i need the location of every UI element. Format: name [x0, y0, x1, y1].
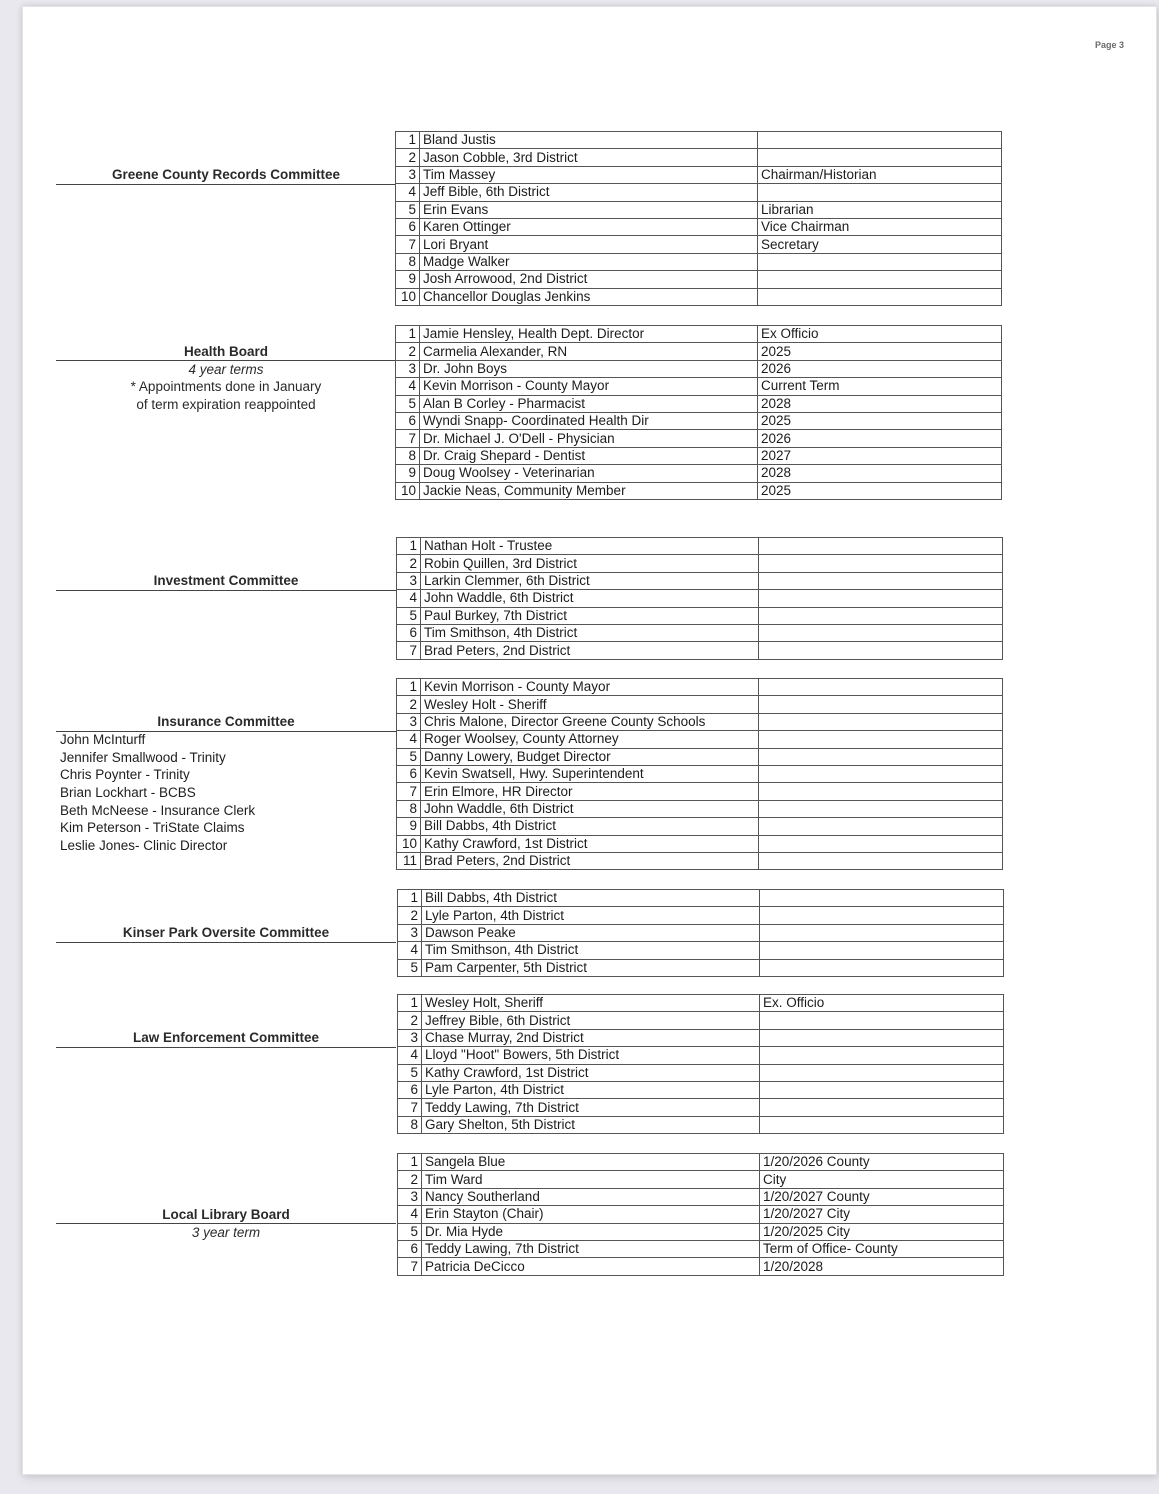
member-number: 7: [398, 1099, 422, 1116]
member-name: Josh Arrowood, 2nd District: [420, 271, 758, 288]
member-name: Dr. Craig Shepard - Dentist: [420, 447, 758, 464]
member-row: [397, 590, 1003, 607]
member-row: [397, 835, 1003, 852]
member-term-note: [760, 924, 1004, 941]
member-term-note: Ex. Officio: [760, 995, 1004, 1012]
advisor-name: Leslie Jones- Clinic Director: [60, 837, 228, 853]
member-number: 9: [397, 818, 421, 835]
member-name: Doug Woolsey - Veterinarian: [420, 465, 758, 482]
member-number: 1: [396, 326, 420, 343]
member-term-note: [758, 184, 1002, 201]
member-term-note: 1/20/2027 City: [760, 1206, 1004, 1223]
member-table: [396, 537, 1003, 660]
member-number: 3: [396, 360, 420, 377]
member-row: [396, 343, 1002, 360]
member-number: 5: [398, 1223, 422, 1240]
member-term-note: 2025: [758, 343, 1002, 360]
member-name: Jeffrey Bible, 6th District: [422, 1012, 760, 1029]
member-name: Alan B Corley - Pharmacist: [420, 395, 758, 412]
member-row: [398, 1240, 1004, 1257]
document-page: [22, 6, 1157, 1475]
member-number: 6: [398, 1081, 422, 1098]
member-term-note: 1/20/2026 County: [760, 1154, 1004, 1171]
member-number: 5: [397, 748, 421, 765]
member-number: 2: [398, 907, 422, 924]
member-term-note: [758, 149, 1002, 166]
member-number: 4: [397, 731, 421, 748]
member-row: [396, 465, 1002, 482]
member-row: [397, 713, 1003, 730]
member-number: 4: [398, 1047, 422, 1064]
advisor-name: Brian Lockhart - BCBS: [60, 784, 196, 800]
member-name: Wyndi Snapp- Coordinated Health Dir: [420, 412, 758, 429]
member-number: 11: [397, 852, 421, 869]
member-term-note: [759, 624, 1003, 641]
member-term-note: [759, 713, 1003, 730]
member-row: [396, 253, 1002, 270]
member-row: [397, 572, 1003, 589]
member-name: Teddy Lawing, 7th District: [422, 1240, 760, 1257]
member-row: [398, 995, 1004, 1012]
member-row: [398, 1099, 1004, 1116]
member-row: [398, 1081, 1004, 1098]
member-name: Bland Justis: [420, 132, 758, 149]
member-term-note: Librarian: [758, 201, 1002, 218]
member-number: 4: [396, 184, 420, 201]
member-row: [398, 1171, 1004, 1188]
member-name: Nancy Southerland: [422, 1188, 760, 1205]
member-row: [396, 218, 1002, 235]
member-number: 5: [397, 607, 421, 624]
member-name: Erin Evans: [420, 201, 758, 218]
member-number: 3: [397, 713, 421, 730]
member-number: 5: [398, 959, 422, 976]
member-term-note: [760, 959, 1004, 976]
committee-underline: [56, 184, 396, 185]
member-term-note: Chairman/Historian: [758, 166, 1002, 183]
committee-title: Health Board: [183, 343, 268, 359]
member-number: 5: [398, 1064, 422, 1081]
member-term-note: [759, 852, 1003, 869]
member-name: Dawson Peake: [422, 924, 760, 941]
member-name: Dr. John Boys: [420, 360, 758, 377]
member-number: 6: [397, 765, 421, 782]
member-term-note: 1/20/2025 City: [760, 1223, 1004, 1240]
member-number: 1: [397, 538, 421, 555]
committee-title: Insurance Committee: [157, 714, 295, 730]
member-row: [398, 907, 1004, 924]
member-term-note: [758, 132, 1002, 149]
member-row: [397, 783, 1003, 800]
member-name: Danny Lowery, Budget Director: [421, 748, 759, 765]
member-term-note: [759, 731, 1003, 748]
member-table: [395, 131, 1002, 306]
member-name: Dr. Michael J. O'Dell - Physician: [420, 430, 758, 447]
member-name: Tim Ward: [422, 1171, 760, 1188]
member-name: Paul Burkey, 7th District: [421, 607, 759, 624]
member-number: 1: [397, 679, 421, 696]
member-name: Robin Quillen, 3rd District: [421, 555, 759, 572]
member-row: [396, 482, 1002, 499]
advisor-name: John McInturff: [60, 732, 146, 748]
member-term-note: [760, 1064, 1004, 1081]
member-number: 3: [396, 166, 420, 183]
member-number: 1: [398, 890, 422, 907]
member-number: 4: [397, 590, 421, 607]
member-row: [398, 1258, 1004, 1275]
member-number: 2: [396, 343, 420, 360]
member-row: [397, 818, 1003, 835]
member-number: 10: [397, 835, 421, 852]
member-number: 7: [396, 430, 420, 447]
member-row: [396, 201, 1002, 218]
member-row: [397, 696, 1003, 713]
committee-title: Kinser Park Oversite Committee: [122, 925, 330, 941]
member-row: [398, 942, 1004, 959]
member-row: [398, 1116, 1004, 1133]
member-row: [397, 642, 1003, 659]
member-term-note: [759, 835, 1003, 852]
member-name: Lyle Parton, 4th District: [422, 907, 760, 924]
member-name: Bill Dabbs, 4th District: [422, 890, 760, 907]
member-number: 10: [396, 288, 420, 305]
member-term-note: [759, 696, 1003, 713]
member-name: Tim Massey: [420, 166, 758, 183]
member-row: [398, 1154, 1004, 1171]
member-row: [397, 852, 1003, 869]
member-name: Tim Smithson, 4th District: [422, 942, 760, 959]
member-name: Kathy Crawford, 1st District: [421, 835, 759, 852]
member-term-note: [759, 679, 1003, 696]
member-row: [397, 731, 1003, 748]
member-number: 1: [396, 132, 420, 149]
member-term-note: [759, 642, 1003, 659]
member-term-note: [760, 890, 1004, 907]
member-number: 9: [396, 465, 420, 482]
member-row: [398, 1223, 1004, 1240]
member-number: 3: [398, 924, 422, 941]
member-row: [397, 624, 1003, 641]
member-number: 7: [398, 1258, 422, 1275]
member-name: Chris Malone, Director Greene County Schools: [421, 713, 759, 730]
member-name: Chancellor Douglas Jenkins: [420, 288, 758, 305]
member-name: Kevin Morrison - County Mayor: [420, 378, 758, 395]
member-table: [397, 889, 1004, 977]
page-number: Page 3: [1094, 40, 1124, 50]
member-name: John Waddle, 6th District: [421, 800, 759, 817]
member-name: Lyle Parton, 4th District: [422, 1081, 760, 1098]
member-name: Pam Carpenter, 5th District: [422, 959, 760, 976]
member-term-note: [759, 572, 1003, 589]
member-term-note: Ex Officio: [758, 326, 1002, 343]
member-name: Wesley Holt, Sheriff: [422, 995, 760, 1012]
member-term-note: [759, 818, 1003, 835]
member-row: [398, 1047, 1004, 1064]
committee-note: 4 year terms: [188, 361, 264, 377]
member-row: [398, 1029, 1004, 1046]
member-row: [396, 412, 1002, 429]
member-number: 2: [397, 696, 421, 713]
committee-note: 3 year term: [191, 1224, 261, 1240]
advisor-list: [60, 731, 390, 854]
member-name: Wesley Holt - Sheriff: [421, 696, 759, 713]
member-term-note: [759, 800, 1003, 817]
member-name: Nathan Holt - Trustee: [421, 538, 759, 555]
member-number: 7: [396, 236, 420, 253]
member-name: Carmelia Alexander, RN: [420, 343, 758, 360]
member-name: Tim Smithson, 4th District: [421, 624, 759, 641]
committee-title: Investment Committee: [153, 573, 299, 589]
advisor-name: Chris Poynter - Trinity: [60, 767, 190, 783]
member-term-note: [759, 765, 1003, 782]
member-term-note: Term of Office- County: [760, 1240, 1004, 1257]
member-row: [398, 1188, 1004, 1205]
member-name: Madge Walker: [420, 253, 758, 270]
member-term-note: [759, 555, 1003, 572]
member-term-note: [759, 783, 1003, 800]
member-name: Larkin Clemmer, 6th District: [421, 572, 759, 589]
member-term-note: [760, 1047, 1004, 1064]
member-name: Erin Elmore, HR Director: [421, 783, 759, 800]
member-table: [395, 325, 1002, 500]
member-row: [396, 288, 1002, 305]
member-row: [396, 447, 1002, 464]
member-term-note: Secretary: [758, 236, 1002, 253]
member-number: 5: [396, 395, 420, 412]
member-row: [398, 924, 1004, 941]
committee-title: Greene County Records Committee: [111, 167, 341, 183]
member-term-note: [759, 538, 1003, 555]
member-number: 1: [398, 995, 422, 1012]
committee-title: Local Library Board: [162, 1206, 290, 1222]
member-row: [397, 765, 1003, 782]
advisor-name: Kim Peterson - TriState Claims: [60, 820, 245, 836]
member-number: 6: [397, 624, 421, 641]
member-number: 8: [398, 1116, 422, 1133]
member-name: Brad Peters, 2nd District: [421, 642, 759, 659]
member-number: 2: [398, 1171, 422, 1188]
member-term-note: [759, 607, 1003, 624]
member-term-note: 2025: [758, 482, 1002, 499]
member-row: [398, 890, 1004, 907]
member-term-note: [758, 288, 1002, 305]
member-term-note: Current Term: [758, 378, 1002, 395]
member-term-note: [760, 1029, 1004, 1046]
member-name: Patricia DeCicco: [422, 1258, 760, 1275]
member-name: Lori Bryant: [420, 236, 758, 253]
member-name: Kevin Morrison - County Mayor: [421, 679, 759, 696]
member-name: Kathy Crawford, 1st District: [422, 1064, 760, 1081]
member-row: [398, 1206, 1004, 1223]
member-name: Gary Shelton, 5th District: [422, 1116, 760, 1133]
member-number: 6: [396, 412, 420, 429]
member-number: 3: [398, 1029, 422, 1046]
member-number: 6: [398, 1240, 422, 1257]
member-number: 8: [396, 447, 420, 464]
member-name: Jackie Neas, Community Member: [420, 482, 758, 499]
member-term-note: [758, 271, 1002, 288]
member-row: [397, 800, 1003, 817]
member-number: 10: [396, 482, 420, 499]
member-number: 2: [396, 149, 420, 166]
member-term-note: 1/20/2028: [760, 1258, 1004, 1275]
member-name: Chase Murray, 2nd District: [422, 1029, 760, 1046]
member-number: 4: [396, 378, 420, 395]
member-term-note: [760, 1081, 1004, 1098]
member-row: [398, 1064, 1004, 1081]
member-row: [397, 538, 1003, 555]
member-term-note: [760, 1099, 1004, 1116]
member-term-note: City: [760, 1171, 1004, 1188]
member-name: John Waddle, 6th District: [421, 590, 759, 607]
member-number: 5: [396, 201, 420, 218]
member-name: Bill Dabbs, 4th District: [421, 818, 759, 835]
member-name: Erin Stayton (Chair): [422, 1206, 760, 1223]
member-row: [397, 555, 1003, 572]
member-term-note: 2028: [758, 395, 1002, 412]
member-row: [397, 607, 1003, 624]
member-number: 2: [398, 1012, 422, 1029]
member-term-note: [759, 590, 1003, 607]
member-term-note: 2025: [758, 412, 1002, 429]
advisor-name: Jennifer Smallwood - Trinity: [60, 749, 226, 765]
member-row: [396, 149, 1002, 166]
member-row: [396, 360, 1002, 377]
committee-note: of term expiration reappointed: [136, 396, 316, 412]
member-term-note: 2027: [758, 447, 1002, 464]
member-row: [396, 184, 1002, 201]
member-name: Jason Cobble, 3rd District: [420, 149, 758, 166]
member-row: [397, 679, 1003, 696]
advisor-name: Beth McNeese - Insurance Clerk: [60, 802, 256, 818]
member-row: [396, 378, 1002, 395]
member-term-note: [760, 907, 1004, 924]
member-number: 7: [397, 642, 421, 659]
member-number: 3: [397, 572, 421, 589]
member-row: [396, 132, 1002, 149]
member-number: 8: [396, 253, 420, 270]
member-term-note: [758, 253, 1002, 270]
member-name: Jeff Bible, 6th District: [420, 184, 758, 201]
committee-underline: [56, 1047, 396, 1048]
member-table: [396, 678, 1003, 870]
member-number: 6: [396, 218, 420, 235]
member-number: 2: [397, 555, 421, 572]
member-number: 1: [398, 1154, 422, 1171]
member-name: Brad Peters, 2nd District: [421, 852, 759, 869]
member-name: Teddy Lawing, 7th District: [422, 1099, 760, 1116]
member-row: [398, 959, 1004, 976]
member-name: Karen Ottinger: [420, 218, 758, 235]
member-row: [396, 430, 1002, 447]
member-term-note: 1/20/2027 County: [760, 1188, 1004, 1205]
committee-note: * Appointments done in January: [130, 379, 322, 395]
member-name: Jamie Hensley, Health Dept. Director: [420, 326, 758, 343]
member-number: 8: [397, 800, 421, 817]
member-name: Dr. Mia Hyde: [422, 1223, 760, 1240]
member-term-note: [759, 748, 1003, 765]
member-number: 7: [397, 783, 421, 800]
member-row: [396, 166, 1002, 183]
member-name: Kevin Swatsell, Hwy. Superintendent: [421, 765, 759, 782]
member-term-note: 2028: [758, 465, 1002, 482]
member-term-note: 2026: [758, 430, 1002, 447]
member-term-note: [760, 1116, 1004, 1133]
committee-underline: [56, 590, 396, 591]
member-row: [396, 326, 1002, 343]
member-term-note: [760, 942, 1004, 959]
member-name: Sangela Blue: [422, 1154, 760, 1171]
member-term-note: Vice Chairman: [758, 218, 1002, 235]
member-term-note: [760, 1012, 1004, 1029]
member-number: 4: [398, 1206, 422, 1223]
member-number: 4: [398, 942, 422, 959]
member-name: Lloyd "Hoot" Bowers, 5th District: [422, 1047, 760, 1064]
member-table: [397, 994, 1004, 1134]
member-row: [398, 1012, 1004, 1029]
member-row: [396, 395, 1002, 412]
member-table: [397, 1153, 1004, 1276]
member-row: [396, 236, 1002, 253]
member-name: Roger Woolsey, County Attorney: [421, 731, 759, 748]
member-number: 9: [396, 271, 420, 288]
committee-underline: [56, 942, 396, 943]
member-row: [396, 271, 1002, 288]
member-number: 3: [398, 1188, 422, 1205]
member-row: [397, 748, 1003, 765]
member-term-note: 2026: [758, 360, 1002, 377]
committee-title: Law Enforcement Committee: [132, 1030, 320, 1046]
